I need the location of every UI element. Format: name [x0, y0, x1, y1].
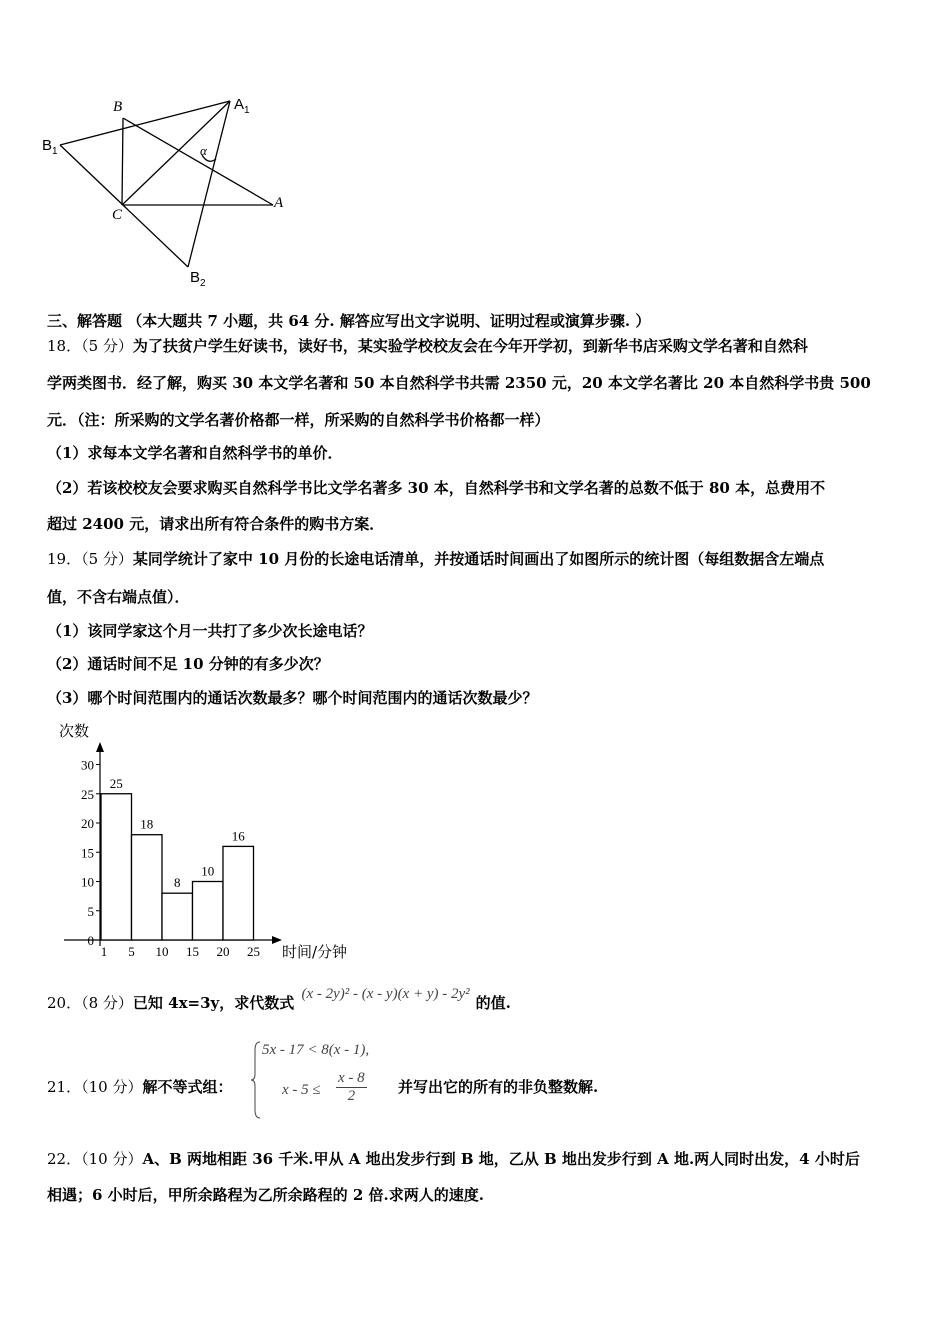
y-tick-label: 0 [87, 933, 94, 948]
question-19 [47, 549, 824, 569]
q18-line2: 学两类图书．经了解，购买 30 本文学名著和 50 本自然科学书共需 2350 元，20 本文学名著比 20 本自然科学书贵 500 [47, 374, 871, 392]
x-axis-label: 时间/分钟 [282, 943, 348, 961]
question-number: 18．（5 分） [47, 337, 133, 355]
label-B2: $B_2$ [190, 269, 206, 289]
y-tick-label: 30 [81, 757, 94, 773]
histogram-bar [132, 835, 163, 940]
y-tick-label: 20 [81, 816, 94, 831]
question-number: 22．（10 分） [47, 1150, 143, 1168]
q18-line3: 元．（注：所采购的文学名著价格都一样，所采购的自然科学书价格都一样） [47, 411, 550, 429]
question-number: 20．（8 分） [47, 994, 133, 1012]
section-heading: 三、解答题 （本大题共 7 小题，共 64 分. 解答应写出文字说明、证明过程或演算步骤. ） [47, 312, 651, 330]
histogram-bar [193, 882, 224, 941]
question-21 [47, 1077, 232, 1097]
y-tick-label: 15 [81, 845, 94, 861]
left-brace [250, 1040, 262, 1120]
label-C: C [112, 207, 123, 223]
segment-A1-B2 [188, 101, 230, 267]
q19-line1: 某同学统计了家中 10 月份的长途电话清单，并按通话时间画出了如图所示的统计图（每组数据含左端点 [132, 550, 825, 568]
q19-part1: （1）该同学家这个月一共打了多少次长途电话？ [47, 622, 373, 640]
label-A: A [274, 195, 284, 211]
inequality-2-left: x - 5 ≤ [282, 1082, 321, 1098]
q20-text-before: 已知 4x=3y，求代数式 [132, 994, 295, 1012]
inequality-2-fraction [336, 1070, 367, 1105]
q19-line2: 值，不含右端点值）． [47, 588, 190, 606]
y-tick-label: 5 [87, 903, 94, 919]
q22-line1: A、B 两地相距 36 千米.甲从 A 地出发步行到 B 地，乙从 B 地出发步行到 A 地.两人同时出发，4 小时后 [142, 1150, 860, 1168]
q21-text: 解不等式组： [142, 1078, 233, 1096]
x-tick-label: 10 [155, 944, 169, 959]
geometry-diagram [40, 95, 300, 295]
x-tick-label: 5 [128, 944, 135, 959]
q19-part3: （3）哪个时间范围内的通话次数最多？哪个时间范围内的通话次数最少？ [47, 689, 538, 707]
bar-value-label: 16 [231, 828, 245, 844]
x-tick-label: 15 [186, 944, 199, 959]
question-number: 21．（10 分） [47, 1078, 143, 1096]
x-axis-arrow [272, 936, 282, 944]
bar-value-label: 10 [201, 863, 215, 879]
bar-value-label: 8 [174, 875, 181, 891]
histogram-bar [101, 794, 132, 940]
y-axis-label: 次数 [59, 722, 90, 740]
label-B: B [113, 99, 123, 115]
question-18 [47, 336, 808, 356]
inequality-1: 5x - 17 < 8(x - 1), [262, 1042, 370, 1058]
segment-B1-A1 [60, 101, 230, 145]
geometry-figure [40, 95, 300, 295]
q20-expression: (x - 2y)² - (x - y)(x + y) - 2y² [301, 986, 470, 1002]
q19-part2: （2）通话时间不足 10 分钟的有多少次？ [47, 655, 329, 673]
label-alpha: α [200, 143, 207, 158]
x-tick-label: 25 [247, 944, 260, 959]
q21-text-after: 并写出它的所有的非负整数解. [398, 1078, 599, 1096]
bar-value-label: 25 [109, 775, 123, 791]
label-A1: $A_1$ [234, 96, 250, 116]
segment-B1-B2 [60, 145, 188, 267]
segment-B-C [122, 118, 123, 205]
x-tick-label: 20 [216, 944, 230, 959]
segment-C-A1 [122, 101, 230, 205]
question-number: 19．（5 分） [47, 550, 133, 568]
x-tick-label: 1 [100, 944, 108, 959]
y-axis-arrow [96, 742, 104, 752]
question-22 [47, 1149, 860, 1169]
label-B1: $B_1$ [42, 137, 58, 157]
y-tick-label: 25 [81, 786, 94, 802]
q20-text-after: 的值. [475, 994, 511, 1012]
histogram-bar [223, 846, 254, 940]
fraction-numerator: x - 8 [338, 1070, 365, 1086]
question-20 [47, 986, 511, 1014]
q18-part2-line2: 超过 2400 元，请求出所有符合条件的购书方案． [47, 515, 385, 533]
histogram-chart [40, 718, 370, 968]
histogram-bar [162, 893, 193, 940]
q18-part2-line1: （2）若该校校友会要求购买自然科学书比文学名著多 30 本，自然科学书和文学名著的总数不低于 80 本，总费用不 [47, 479, 826, 497]
y-tick-label: 10 [81, 874, 94, 890]
inequality-system [250, 1038, 395, 1120]
q18-part1: （1）求每本文学名著和自然科学书的单价． [47, 444, 343, 462]
fraction-denominator: 2 [347, 1088, 356, 1104]
q18-line1: 为了扶贫户学生好读书，读好书，某实验学校校友会在今年开学初，到新华书店采购文学名著和自然科 [132, 337, 808, 355]
bar-value-label: 18 [140, 816, 154, 832]
q22-line2: 相遇；6 小时后，甲所余路程为乙所余路程的 2 倍.求两人的速度. [47, 1186, 484, 1204]
histogram-svg [40, 718, 370, 968]
